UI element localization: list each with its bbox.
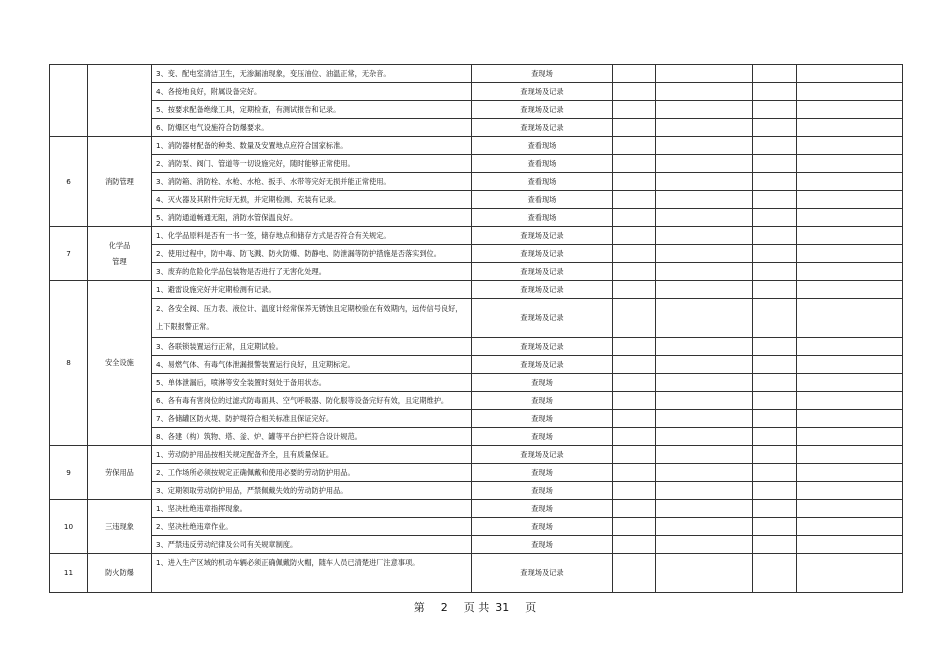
blank-cell — [753, 446, 797, 464]
table-row — [50, 299, 903, 338]
blank-cell — [613, 428, 656, 446]
blank-cell — [797, 410, 903, 428]
footer-total-pages: 31 — [495, 601, 510, 614]
table-row — [50, 518, 903, 536]
check-item: 7、各储罐区防火堤、防护堤符合相关标准且保证完好。 — [152, 410, 472, 428]
check-method: 查现场及记录 — [472, 338, 613, 356]
blank-cell — [656, 137, 753, 155]
table-row — [50, 101, 903, 119]
page-footer — [0, 599, 950, 615]
category-line: 管理 — [112, 256, 127, 266]
blank-cell — [613, 227, 656, 245]
check-method: 查看现场 — [472, 209, 613, 227]
check-item: 1、避雷设施完好并定期检测有记录。 — [152, 281, 472, 299]
table-row — [50, 191, 903, 209]
check-item: 1、进入生产区域的机动车辆必须正确佩戴防火帽，随车人员已清楚进厂注意事项。 — [152, 554, 472, 593]
blank-cell — [613, 536, 656, 554]
blank-cell — [797, 536, 903, 554]
check-item: 6、防爆区电气设施符合防爆要求。 — [152, 119, 472, 137]
check-method: 查现场及记录 — [472, 83, 613, 101]
blank-cell — [613, 554, 656, 593]
check-item: 5、单体泄漏后，喷淋等安全装置时刻处于备用状态。 — [152, 374, 472, 392]
blank-cell — [753, 65, 797, 83]
blank-cell — [613, 83, 656, 101]
check-item: 5、按要求配备绝缘工具，定期检查，有测试报告和记录。 — [152, 101, 472, 119]
check-method: 查现场 — [472, 65, 613, 83]
check-method: 查现场及记录 — [472, 227, 613, 245]
row-number-cell: 8 — [50, 281, 88, 446]
table-row — [50, 209, 903, 227]
check-item: 1、消防器材配备的种类、数量及安置地点应符合国家标准。 — [152, 137, 472, 155]
table-row — [50, 83, 903, 101]
check-method: 查看现场 — [472, 137, 613, 155]
blank-cell — [753, 554, 797, 593]
category-cell — [88, 227, 152, 281]
footer-label-end: 页 — [525, 601, 537, 614]
check-item: 2、坚决杜绝违章作业。 — [152, 518, 472, 536]
blank-cell — [656, 281, 753, 299]
blank-cell — [797, 428, 903, 446]
check-method: 查现场 — [472, 482, 613, 500]
check-item: 2、消防泵、阀门、管道等一切设施完好，随时能够正常使用。 — [152, 155, 472, 173]
check-method: 查看现场 — [472, 155, 613, 173]
check-item: 3、严禁违反劳动纪律及公司有关规章制度。 — [152, 536, 472, 554]
blank-cell — [753, 374, 797, 392]
blank-cell — [613, 500, 656, 518]
check-item: 2、各安全阀、压力表、液位计、温度计经常保养无锈蚀且定期校验在有效期内，远传信号良好，上下限报警正常。 — [152, 299, 472, 338]
blank-cell — [613, 374, 656, 392]
check-item: 5、消防通道畅通无阻，消防水管保温良好。 — [152, 209, 472, 227]
blank-cell — [753, 392, 797, 410]
check-method: 查现场 — [472, 410, 613, 428]
check-method: 查现场及记录 — [472, 446, 613, 464]
blank-cell — [797, 155, 903, 173]
blank-cell — [613, 464, 656, 482]
blank-cell — [753, 83, 797, 101]
blank-cell — [753, 263, 797, 281]
blank-cell — [656, 155, 753, 173]
table-row — [50, 446, 903, 464]
check-method: 查现场及记录 — [472, 554, 613, 593]
blank-cell — [753, 428, 797, 446]
blank-cell — [613, 392, 656, 410]
blank-cell — [613, 65, 656, 83]
check-method: 查现场及记录 — [472, 356, 613, 374]
blank-cell — [753, 119, 797, 137]
blank-cell — [656, 245, 753, 263]
table-row — [50, 137, 903, 155]
blank-cell — [656, 374, 753, 392]
table-row — [50, 245, 903, 263]
blank-cell — [797, 338, 903, 356]
blank-cell — [753, 137, 797, 155]
blank-cell — [656, 428, 753, 446]
blank-cell — [656, 500, 753, 518]
blank-cell — [656, 536, 753, 554]
check-method: 查现场及记录 — [472, 245, 613, 263]
blank-cell — [797, 83, 903, 101]
blank-cell — [613, 119, 656, 137]
blank-cell — [797, 482, 903, 500]
check-item: 3、定期领取劳动防护用品，严禁佩戴失效的劳动防护用品。 — [152, 482, 472, 500]
check-method: 查现场 — [472, 428, 613, 446]
blank-cell — [613, 446, 656, 464]
table-row — [50, 428, 903, 446]
blank-cell — [797, 500, 903, 518]
blank-cell — [797, 554, 903, 593]
blank-cell — [753, 464, 797, 482]
check-method: 查现场及记录 — [472, 101, 613, 119]
category-cell: 劳保用品 — [88, 446, 152, 500]
row-number-cell — [50, 65, 88, 137]
check-item: 3、消防箱、消防栓、水枪、水枪、扳手、水带等完好无损并能正常使用。 — [152, 173, 472, 191]
check-item: 3、各联锁装置运行正常，且定期试验。 — [152, 338, 472, 356]
blank-cell — [753, 338, 797, 356]
blank-cell — [656, 392, 753, 410]
blank-cell — [613, 191, 656, 209]
blank-cell — [613, 281, 656, 299]
blank-cell — [797, 281, 903, 299]
blank-cell — [613, 338, 656, 356]
table-row — [50, 263, 903, 281]
blank-cell — [797, 65, 903, 83]
blank-cell — [797, 356, 903, 374]
row-number-cell: 6 — [50, 137, 88, 227]
blank-cell — [797, 263, 903, 281]
blank-cell — [613, 356, 656, 374]
table-row — [50, 374, 903, 392]
row-number-cell: 10 — [50, 500, 88, 554]
check-item: 1、化学品原料是否有一书一签，储存地点和储存方式是否符合有关规定。 — [152, 227, 472, 245]
category-cell: 防火防爆 — [88, 554, 152, 593]
blank-cell — [797, 137, 903, 155]
blank-cell — [656, 338, 753, 356]
table-row — [50, 536, 903, 554]
blank-cell — [613, 209, 656, 227]
check-method: 查现场 — [472, 392, 613, 410]
row-number-cell: 7 — [50, 227, 88, 281]
check-item: 4、各接地良好，附属设备完好。 — [152, 83, 472, 101]
blank-cell — [613, 410, 656, 428]
check-item: 4、灭火器及其附件完好无损，并定期检测、充装有记录。 — [152, 191, 472, 209]
blank-cell — [656, 446, 753, 464]
blank-cell — [656, 518, 753, 536]
blank-cell — [656, 65, 753, 83]
blank-cell — [753, 299, 797, 338]
category-line: 化学品 — [108, 240, 131, 250]
table-row — [50, 554, 903, 593]
table-row — [50, 338, 903, 356]
table-row — [50, 227, 903, 245]
check-item: 3、废弃的危险化学品包装物是否进行了无害化处理。 — [152, 263, 472, 281]
blank-cell — [797, 173, 903, 191]
blank-cell — [753, 482, 797, 500]
blank-cell — [656, 209, 753, 227]
row-number-cell: 11 — [50, 554, 88, 593]
blank-cell — [613, 101, 656, 119]
blank-cell — [753, 500, 797, 518]
table-row — [50, 173, 903, 191]
check-method: 查看现场 — [472, 173, 613, 191]
blank-cell — [753, 101, 797, 119]
blank-cell — [753, 191, 797, 209]
blank-cell — [656, 101, 753, 119]
check-method: 查看现场 — [472, 191, 613, 209]
check-item: 3、变、配电室清洁卫生，无渗漏油现象，变压油位、油温正常，无杂音。 — [152, 65, 472, 83]
check-method: 查现场 — [472, 518, 613, 536]
check-item: 2、使用过程中，防中毒、防飞溅、防火防爆、防静电、防泄漏等防护措施是否落实到位。 — [152, 245, 472, 263]
table-row — [50, 482, 903, 500]
blank-cell — [797, 209, 903, 227]
table-row — [50, 119, 903, 137]
blank-cell — [797, 119, 903, 137]
check-item: 4、易燃气体、有毒气体泄漏报警装置运行良好，且定期标定。 — [152, 356, 472, 374]
blank-cell — [753, 518, 797, 536]
table-row — [50, 464, 903, 482]
check-item: 1、坚决杜绝违章指挥现象。 — [152, 500, 472, 518]
table-row — [50, 65, 903, 83]
check-item: 2、工作场所必须按规定正确佩戴和使用必要的劳动防护用品。 — [152, 464, 472, 482]
footer-page-number: 2 — [440, 601, 448, 614]
blank-cell — [753, 209, 797, 227]
blank-cell — [797, 518, 903, 536]
blank-cell — [753, 227, 797, 245]
blank-cell — [753, 173, 797, 191]
blank-cell — [656, 464, 753, 482]
check-method: 查现场及记录 — [472, 119, 613, 137]
blank-cell — [797, 299, 903, 338]
blank-cell — [656, 191, 753, 209]
check-method: 查现场及记录 — [472, 263, 613, 281]
blank-cell — [656, 119, 753, 137]
blank-cell — [797, 374, 903, 392]
blank-cell — [753, 536, 797, 554]
blank-cell — [613, 299, 656, 338]
check-item: 1、劳动防护用品按相关规定配备齐全，且有质量保证。 — [152, 446, 472, 464]
blank-cell — [753, 356, 797, 374]
blank-cell — [613, 245, 656, 263]
check-method: 查现场 — [472, 374, 613, 392]
row-number-cell: 9 — [50, 446, 88, 500]
check-method: 查现场 — [472, 536, 613, 554]
blank-cell — [656, 482, 753, 500]
blank-cell — [613, 137, 656, 155]
blank-cell — [656, 173, 753, 191]
blank-cell — [613, 518, 656, 536]
category-cell: 三违现象 — [88, 500, 152, 554]
blank-cell — [613, 173, 656, 191]
blank-cell — [797, 191, 903, 209]
table-row — [50, 281, 903, 299]
blank-cell — [656, 227, 753, 245]
blank-cell — [797, 392, 903, 410]
blank-cell — [656, 410, 753, 428]
blank-cell — [797, 245, 903, 263]
inspection-checklist-table — [49, 64, 903, 593]
blank-cell — [656, 356, 753, 374]
footer-label-mid: 页 共 — [463, 601, 490, 614]
check-method: 查现场及记录 — [472, 281, 613, 299]
blank-cell — [656, 83, 753, 101]
blank-cell — [753, 281, 797, 299]
footer-label-page: 第 — [413, 601, 425, 614]
blank-cell — [656, 263, 753, 281]
category-cell: 消防管理 — [88, 137, 152, 227]
check-item: 6、各有毒有害岗位的过滤式防毒面具、空气呼吸器、防化服等设备完好有效，且定期维护。 — [152, 392, 472, 410]
check-method: 查现场 — [472, 500, 613, 518]
blank-cell — [797, 446, 903, 464]
blank-cell — [656, 299, 753, 338]
table-row — [50, 155, 903, 173]
category-cell — [88, 65, 152, 137]
blank-cell — [753, 410, 797, 428]
check-method: 查现场 — [472, 464, 613, 482]
table-row — [50, 410, 903, 428]
table-row — [50, 500, 903, 518]
category-cell: 安全设施 — [88, 281, 152, 446]
blank-cell — [613, 263, 656, 281]
table-row — [50, 392, 903, 410]
check-method: 查现场及记录 — [472, 299, 613, 338]
blank-cell — [797, 464, 903, 482]
blank-cell — [613, 482, 656, 500]
blank-cell — [797, 227, 903, 245]
table-row — [50, 356, 903, 374]
blank-cell — [797, 101, 903, 119]
blank-cell — [753, 155, 797, 173]
blank-cell — [656, 554, 753, 593]
check-item: 8、各建（构）筑物、塔、釜、炉、罐等平台护栏符合设计规范。 — [152, 428, 472, 446]
blank-cell — [753, 245, 797, 263]
blank-cell — [613, 155, 656, 173]
